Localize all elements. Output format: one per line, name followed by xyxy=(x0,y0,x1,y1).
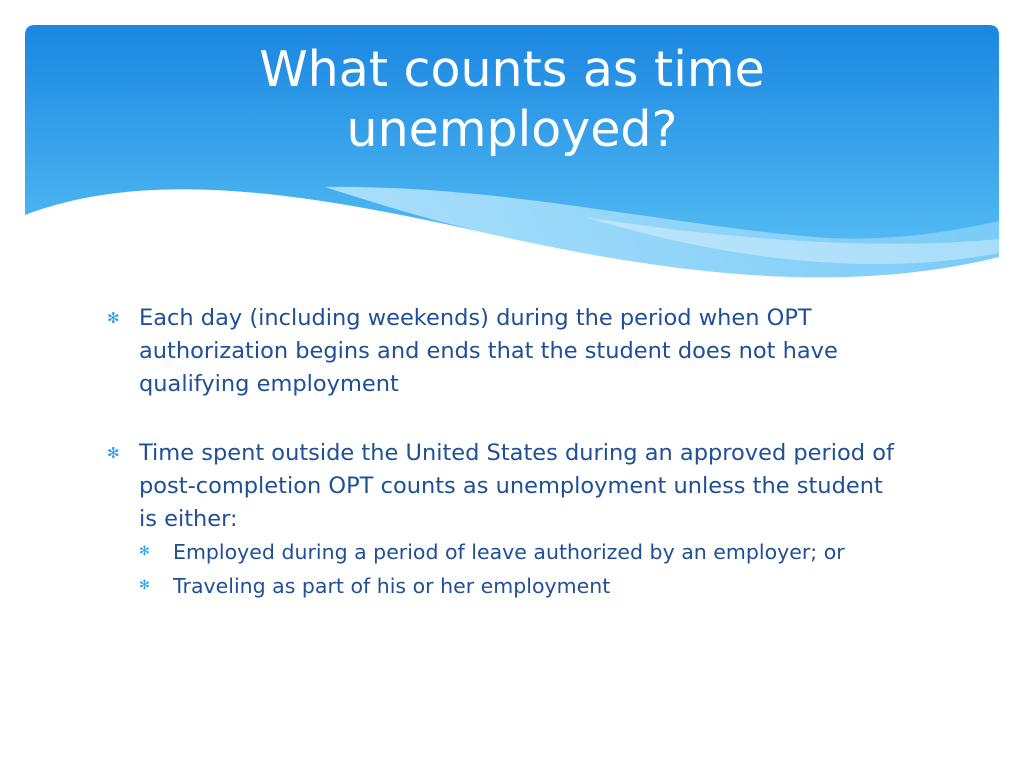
bullet-text: Time spent outside the United States during an approved period of post-completion OPT counts as unemployment unless the student is either: xyxy=(139,440,894,532)
sub-bullet-item xyxy=(139,571,907,601)
sub-bullet-text: Employed during a period of leave authorized by an employer; or xyxy=(173,540,845,564)
bullet-list xyxy=(107,302,907,605)
bullet-text: Each day (including weekends) during the period when OPT authorization begins and ends that the student does not have qualifying employment xyxy=(139,305,838,397)
asterisk-bullet-icon: ✻ xyxy=(107,444,120,462)
bullet-item xyxy=(107,302,907,401)
asterisk-bullet-icon: ✻ xyxy=(139,578,150,593)
slide-title-line-1: What counts as time xyxy=(259,41,765,98)
asterisk-bullet-icon: ✻ xyxy=(107,309,120,327)
asterisk-bullet-icon: ✻ xyxy=(139,544,150,559)
sub-bullet-text: Traveling as part of his or her employment xyxy=(173,574,611,598)
sub-bullet-list xyxy=(139,537,907,601)
sub-bullet-item xyxy=(139,537,907,567)
slide-title-line-2: unemployed? xyxy=(346,101,678,158)
slide-title xyxy=(25,40,999,160)
bullet-item xyxy=(107,437,907,601)
